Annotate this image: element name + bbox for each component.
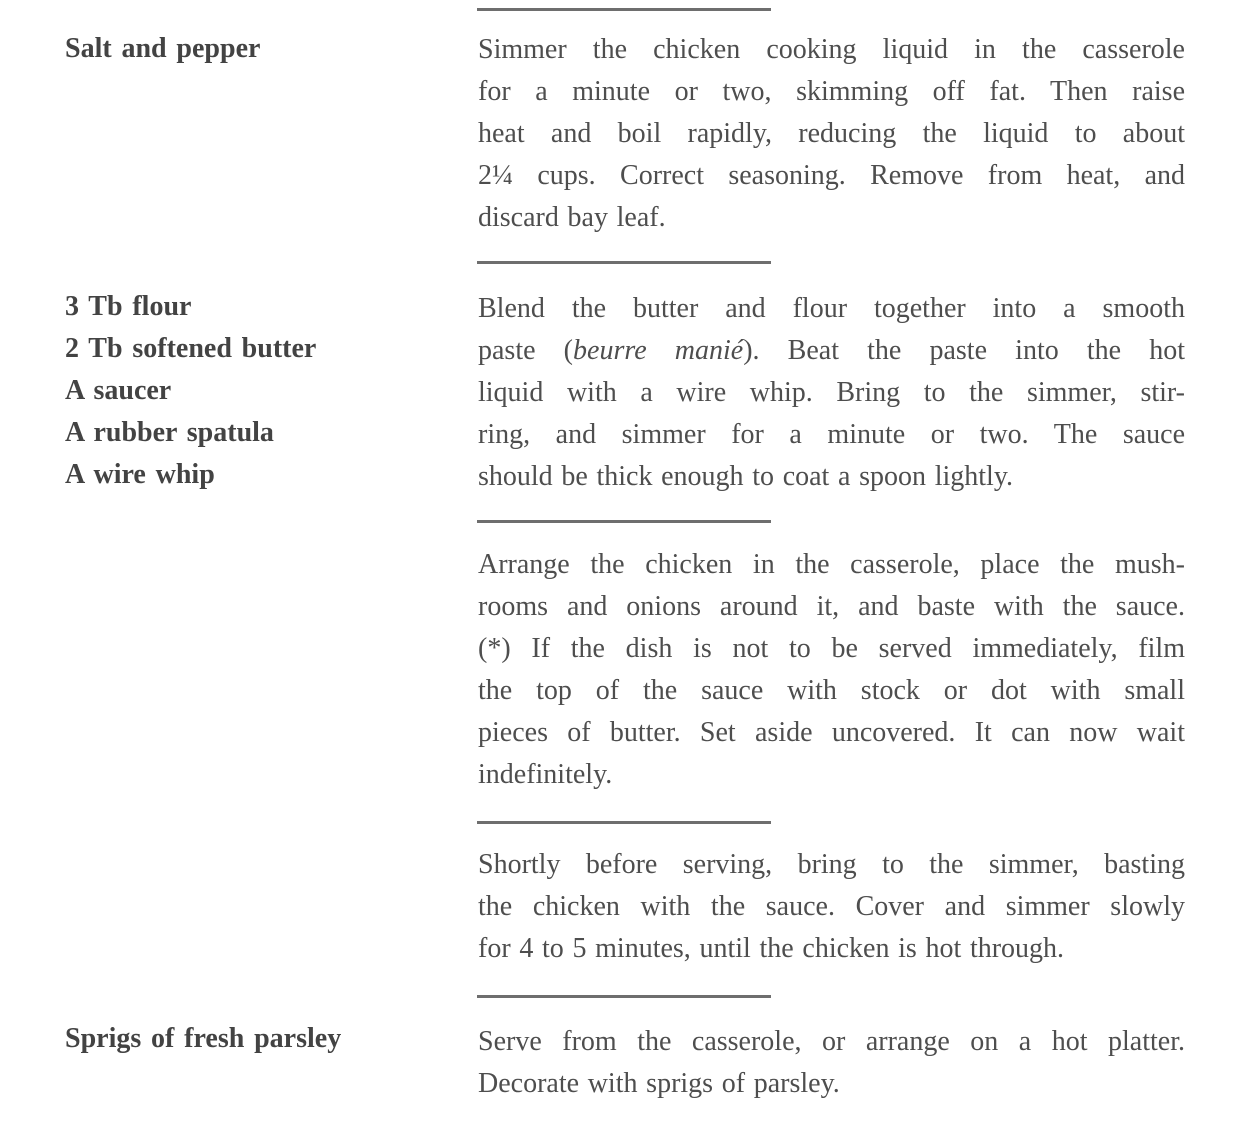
ingredient-list xyxy=(65,28,460,70)
ingredient-item: 3 Tb flour xyxy=(65,291,192,322)
section-divider-rule xyxy=(477,261,771,264)
instruction-line: heat and boil rapidly, reducing the liquid to about xyxy=(478,118,1185,149)
ingredient-item: A rubber spatula xyxy=(65,417,274,448)
instruction-line: Shortly before serving, bring to the simmer, basting xyxy=(478,849,1185,880)
instruction-line: liquid with a wire whip. Bring to the simmer, stir- xyxy=(478,377,1185,408)
instruction-line: for 4 to 5 minutes, until the chicken is hot through. xyxy=(478,933,1065,964)
ingredient-item: Sprigs of fresh parsley xyxy=(65,1023,342,1054)
ingredient-item: A saucer xyxy=(65,375,172,406)
instruction-line: ring, and simmer for a minute or two. The sauce xyxy=(478,419,1185,450)
instruction-line: discard bay leaf. xyxy=(478,202,666,233)
instruction-line: Decorate with sprigs of parsley. xyxy=(478,1068,840,1099)
section-divider-rule xyxy=(477,520,771,523)
instruction-line: the chicken with the sauce. Cover and simmer slowly xyxy=(478,891,1185,922)
ingredient-item: 2 Tb softened butter xyxy=(65,333,317,364)
instruction-paragraph xyxy=(478,29,1185,239)
section-divider-rule xyxy=(477,8,771,11)
instruction-line: (*) If the dish is not to be served immediately, film xyxy=(478,633,1185,664)
instruction-line: indefinitely. xyxy=(478,759,613,790)
section-divider-rule xyxy=(477,821,771,824)
instruction-line: for a minute or two, skimming off fat. Then raise xyxy=(478,76,1185,107)
section-divider-rule xyxy=(477,995,771,998)
instruction-line: Simmer the chicken cooking liquid in the casserole xyxy=(478,34,1185,65)
instruction-line: paste (beurre manié). Beat the paste into the hot xyxy=(478,335,1186,366)
ingredient-item: Salt and pepper xyxy=(65,33,261,64)
instruction-line: the top of the sauce with stock or dot with small xyxy=(478,675,1185,706)
instruction-paragraph xyxy=(478,288,1185,498)
italic-term: beurre manié xyxy=(573,335,744,366)
ingredient-list xyxy=(65,286,460,496)
instruction-line: should be thick enough to coat a spoon lightly. xyxy=(478,461,1013,492)
ingredient-item: A wire whip xyxy=(65,459,215,490)
instruction-line: Blend the butter and flour together into a smooth xyxy=(478,293,1185,324)
ingredient-list xyxy=(65,1018,460,1060)
instruction-line: Arrange the chicken in the casserole, place the mush- xyxy=(478,549,1185,580)
instruction-line: 2¼ cups. Correct seasoning. Remove from heat, and xyxy=(478,160,1185,191)
instruction-line: pieces of butter. Set aside uncovered. It can now wait xyxy=(478,717,1185,748)
instruction-paragraph xyxy=(478,544,1185,796)
instruction-paragraph xyxy=(478,844,1185,970)
instruction-line: rooms and onions around it, and baste with the sauce. xyxy=(478,591,1185,622)
instruction-line: Serve from the casserole, or arrange on a hot platter. xyxy=(478,1026,1185,1057)
instruction-paragraph xyxy=(478,1021,1185,1105)
